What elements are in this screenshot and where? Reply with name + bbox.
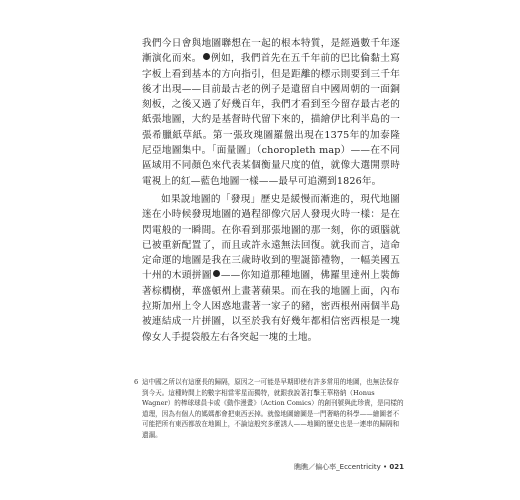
footnote-marker-icon <box>213 270 220 277</box>
running-footer <box>272 462 404 472</box>
paragraph-1-part-b: 例如，我們首先在五千年前的巴比倫黏土寫字板上看到基本的方向指引，但是距離的標示則要到三千年後才出現——目前最古老的例子是遺留自中國周朝的一面銅刻板，之後又過了好幾百年，我們才看到至今留存最古老的紙張地圖，大約是基督時代留下來的，描繪伊比利半島的一張希臘紙草紙。第一張玫瑰圖羅盤出現在1375年的加泰隆尼亞地圖集中。 <box>142 53 400 157</box>
footnote-number: 6 <box>134 378 139 386</box>
paragraph-2-part-a: 如果說地圖的「發現」歷史是緩慢而漸進的，現代地圖迷在小時候發現地圖的過程卻像穴居人發現火時一樣：是在閃電般的一瞬間。在你看到那張地圖的那一刻，你的頭腦就已被重新配置了，而且或許永遠無法回復。就我而言，這命定命運的地圖是我在三歲時收到的聖誕節禮物，一幅美國五十州的木頭拼圖 <box>142 193 400 282</box>
paragraph-2 <box>142 192 400 345</box>
footer-separator: • <box>383 463 390 471</box>
running-title: 瞧瞧／偏心率_Eccentricity <box>294 463 381 471</box>
footnote-text: 這中國之所以有這麼長的歸隔，原因之一可能是早期即使有許多常用的地圖，也無法保存到今天。這種時間上的數字相當零星而獨特，就跟我說著打擊王華格納（Honus Wagner）的棒球球員卡或《動作漫畫》（Action Comics）的創刊號與此珍貴，是同樣的道理，因為有個人的媽媽都會把東西丟掉。就像地圖繪圖是一門奢略的科學——繪圖者不可能把所有東西都放在地圖上，不論這般究多麼誘人——地圖的歷史也是一連串的歸隔和遺漏。 <box>142 378 404 439</box>
page-number: 021 <box>389 463 404 471</box>
paragraph-2-part-b: ——你知道那種地圖，佛羅里達州上裝飾著棕櫚樹，華盛頓州上畫著蘋果。而在我的地圖上面，內布拉斯加州上令人困惑地畫著一家子的豬，密西根州兩個半島被連結成一片拼圖，以至於我有好幾年都相信密西根是一塊像女人手提袋般左右各突起一塊的土地。 <box>142 270 400 343</box>
main-text <box>142 36 400 348</box>
paragraph-1 <box>142 36 400 189</box>
paragraph-1-part-c: 「面量圖」（choropleth map）——在不同區域用不同顏色來代表某個衡量尺度的值，就像大選開票時電視上的紅—藍色地圖一樣——最早可追溯到1826年。 <box>142 145 400 187</box>
footnote-marker-icon <box>203 53 210 60</box>
paragraph-1-part-a: 我們今日會與地圖聯想在一起的根本特質，是經過數千年逐漸演化而來。 <box>142 38 400 65</box>
footnote <box>134 377 404 441</box>
